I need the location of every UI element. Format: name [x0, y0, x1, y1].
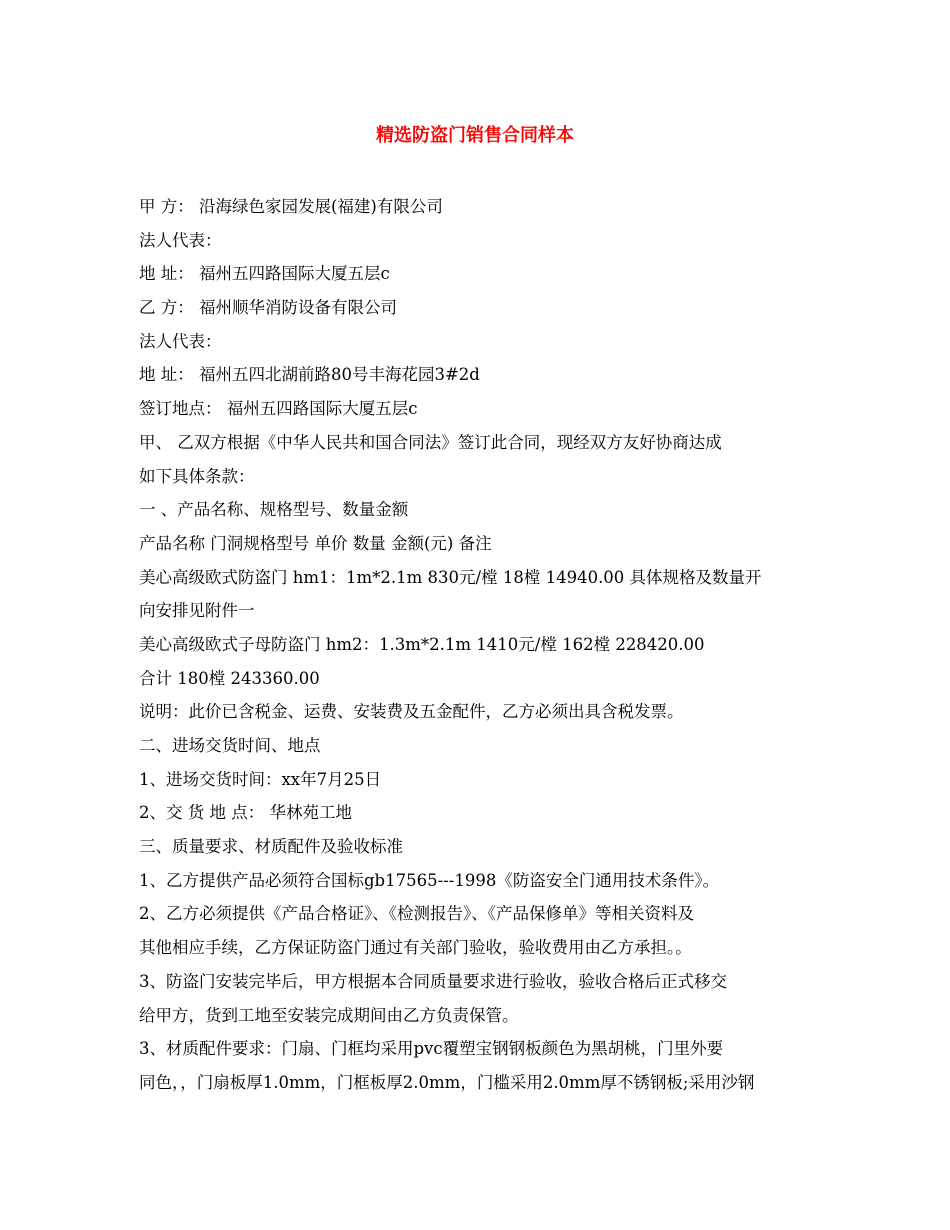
quality-clause-2-cont: 其他相应手续，乙方保证防盗门通过有关部门验收，验收费用由乙方承担。。 — [139, 938, 692, 958]
section-1-heading: 一 、产品名称、规格型号、数量金额 — [139, 500, 409, 520]
product-table-header: 产品名称 门洞规格型号 单价 数量 金额(元) 备注 — [139, 533, 492, 553]
product-row-2: 美心高级欧式子母防盗门 hm2：1.3m*2.1m 1410元/樘 162樘 228420.00 — [139, 634, 705, 654]
document-body — [139, 190, 819, 1100]
document-title: 精选防盗门销售合同样本 — [376, 125, 574, 146]
party-b-address-line: 地 址： 福州五四北湖前路80号丰海花园3#2d — [139, 365, 480, 385]
quality-clause-2: 2、乙方必须提供《产品合格证》、《检测报告》、《产品保修单》等相关资料及 — [139, 904, 694, 924]
product-row-1-cont: 向安排见附件一 — [139, 601, 255, 621]
quality-clause-1: 1、乙方提供产品必须符合国标gb17565---1998《防盗安全门通用技术条件》。 — [139, 870, 720, 890]
quality-clause-3: 3、防盗门安装完毕后，甲方根据本合同质量要求进行验收，验收合格后正式移交 — [139, 971, 727, 991]
section-3-heading: 三、质量要求、材质配件及验收标准 — [139, 837, 403, 857]
party-b-legal-rep-line: 法人代表： — [139, 331, 222, 351]
quality-clause-3-cont: 给甲方，货到工地至安装完成期间由乙方负责保管。 — [139, 1005, 519, 1025]
material-clause: 3、材质配件要求：门扇、门框均采用pvc覆塑宝钢钢板颜色为黑胡桃，门里外要 — [139, 1039, 724, 1059]
signing-place-line: 签订地点： 福州五四路国际大厦五层c — [139, 399, 418, 419]
intro-line-1: 甲、 乙双方根据《中华人民共和国合同法》签订此合同，现经双方友好协商达成 — [139, 432, 722, 452]
product-total-row: 合计 180樘 243360.00 — [139, 668, 320, 688]
intro-line-2: 如下具体条款： — [139, 466, 255, 486]
party-a-address-line: 地 址： 福州五四路国际大厦五层c — [139, 264, 390, 284]
party-a-line: 甲 方： 沿海绿色家园发展(福建)有限公司 — [139, 197, 443, 216]
material-clause-cont: 同色，，门扇板厚1.0mm，门框板厚2.0mm，门槛采用2.0mm厚不锈钢板;采用沙钢 — [139, 1072, 755, 1092]
party-a-legal-rep-line: 法人代表： — [139, 230, 222, 250]
product-row-1: 美心高级欧式防盗门 hm1：1m*2.1m 830元/樘 18樘 14940.00 具体规格及数量开 — [139, 567, 762, 587]
section-2-heading: 二、进场交货时间、地点 — [139, 736, 321, 755]
delivery-time-line: 1、进场交货时间：xx年7月25日 — [139, 769, 382, 789]
delivery-place-line: 2、交 货 地 点： 华林苑工地 — [139, 803, 352, 823]
price-note-line: 说明：此价已含税金、运费、安装费及五金配件，乙方必须出具含税发票。 — [139, 702, 684, 722]
party-b-line: 乙 方： 福州顺华消防设备有限公司 — [139, 298, 397, 318]
